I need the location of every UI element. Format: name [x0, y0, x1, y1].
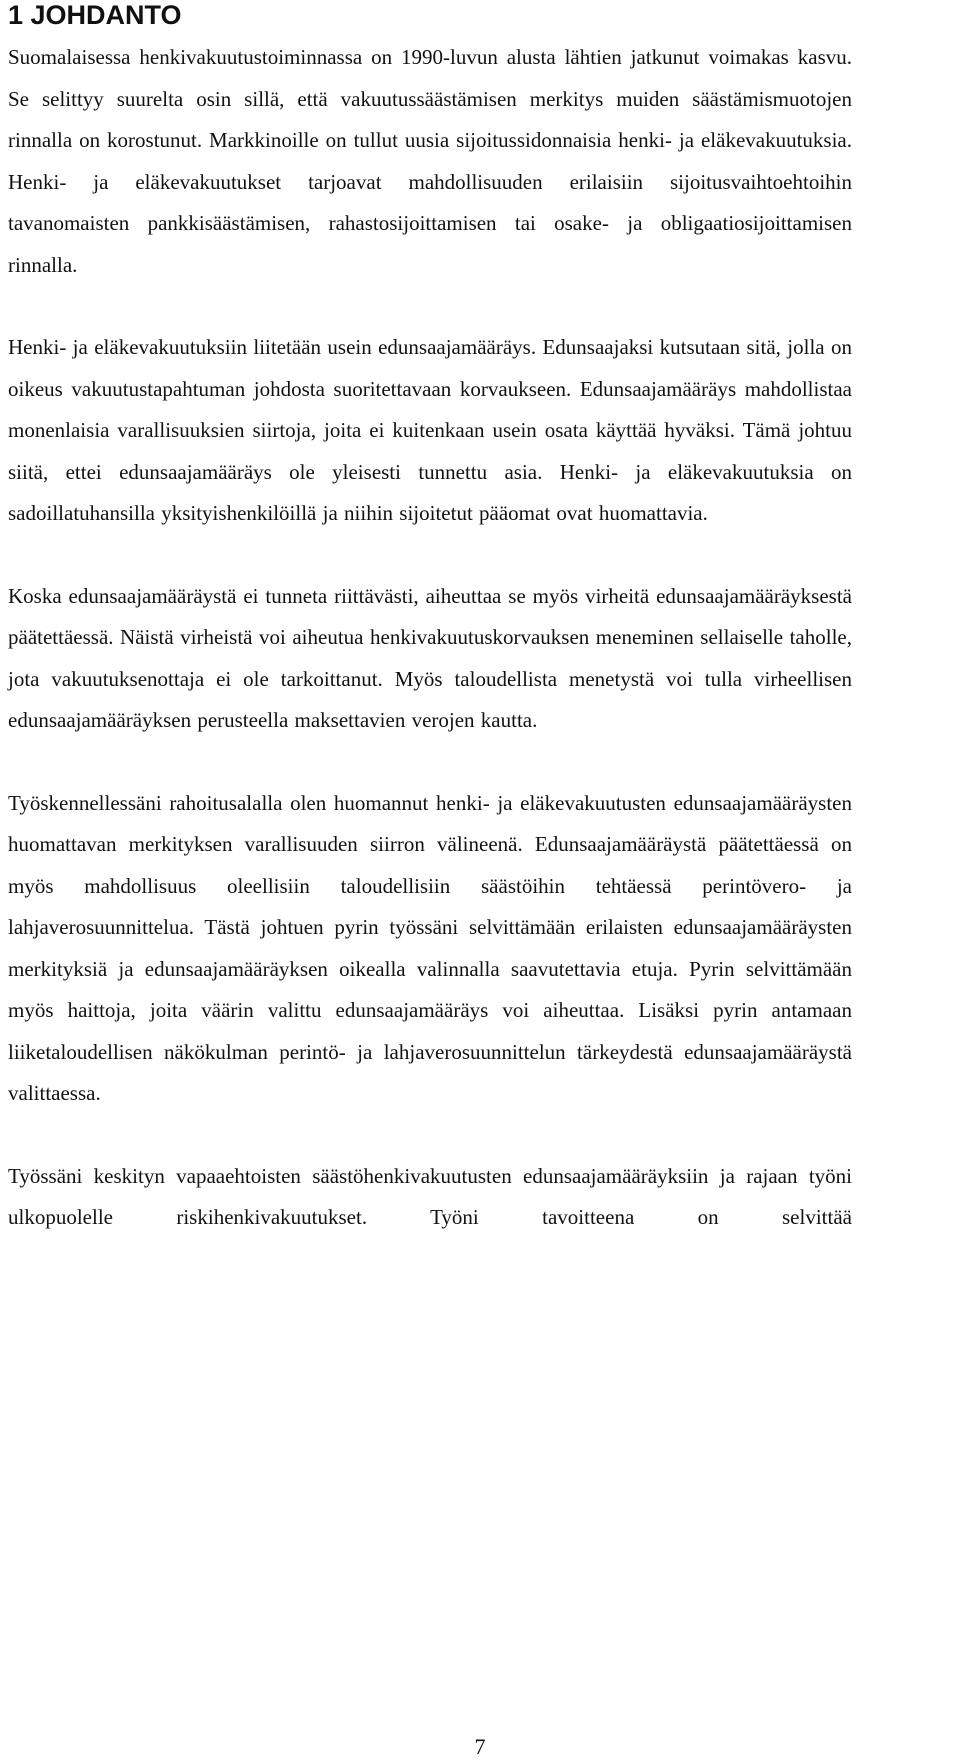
chapter-heading: 1 JOHDANTO — [8, 0, 182, 30]
paragraph-2: Henki- ja eläkevakuutuksiin liitetään usein edunsaajamääräys. Edunsaajaksi kutsutaan sitä, jolla on oikeus vakuutustapahtuman johdosta suoritettavaan korvaukseen. Edunsaajamääräys mahdollistaa monenlaisia varallisuuksien siirtoja, joita ei kuitenkaan usein osata käyttää hyväksi. Tämä johtuu siitä, ettei edunsaajamääräys ole yleisesti tunnettu asia. Henki- ja eläkevakuutuksia on sadoillatuhansilla yksityishenkilöillä ja niihin sijoitetut pääomat ovat huomattavia. — [8, 335, 852, 525]
paragraph-5: Työssäni keskityn vapaaehtoisten säästöhenkivakuutusten edunsaajamääräyksiin ja rajaan työni ulkopuolelle riskihenkivakuutukset. Työni tavoitteena on selvittää — [8, 1163, 852, 1229]
paragraph-1: Suomalaisessa henkivakuutustoiminnassa on 1990-luvun alusta lähtien jatkunut voimakas kasvu. Se selittyy suurelta osin sillä, että vakuutussäästämisen merkitys muiden säästämismuotojen rinnalla on korostunut. Markkinoille on tullut uusia sijoitussidonnaisia henki- ja eläkevakuutuksia. Henki- ja eläkevakuutukset tarjoavat mahdollisuuden erilaisiin sijoitusvaihtoehtoihin tavanomaisten pankkisäästämisen, rahastosijoittamisen tai osake- ja obligaatiosijoittamisen rinnalla. — [8, 45, 852, 277]
page-number: 7 — [474, 1734, 486, 1759]
document-page — [8, 0, 852, 1239]
paragraph-4: Työskennellessäni rahoitusalalla olen huomannut henki- ja eläkevakuutusten edunsaajamääräysten huomattavan merkityksen varallisuuden siirron välineenä. Edunsaajamääräystä päätettäessä on myös mahdollisuus oleellisiin taloudellisiin säästöihin tehtäessä perintövero- ja lahjaverosuunnittelua. Tästä johtuen pyrin työssäni selvittämään erilaisten edunsaajamääräysten merkityksiä ja edunsaajamääräyksen oikealla valinnalla saavutettavia etuja. Pyrin selvittämään myös haittoja, joita väärin valittu edunsaajamääräys voi aiheuttaa. Lisäksi pyrin antamaan liiketaloudellisen näkökulman perintö- ja lahjaverosuunnittelun tärkeydestä edunsaajamääräystä valittaessa. — [8, 790, 852, 1105]
paragraph-3: Koska edunsaajamääräystä ei tunneta riittävästi, aiheuttaa se myös virheitä edunsaajamääräyksestä päätettäessä. Näistä virheistä voi aiheutua henkivakuutuskorvauksen meneminen sellaiselle taholle, jota vakuutuksenottaja ei ole tarkoittanut. Myös taloudellista menetystä voi tulla virheellisen edunsaajamääräyksen perusteella maksettavien verojen kautta. — [8, 583, 852, 732]
